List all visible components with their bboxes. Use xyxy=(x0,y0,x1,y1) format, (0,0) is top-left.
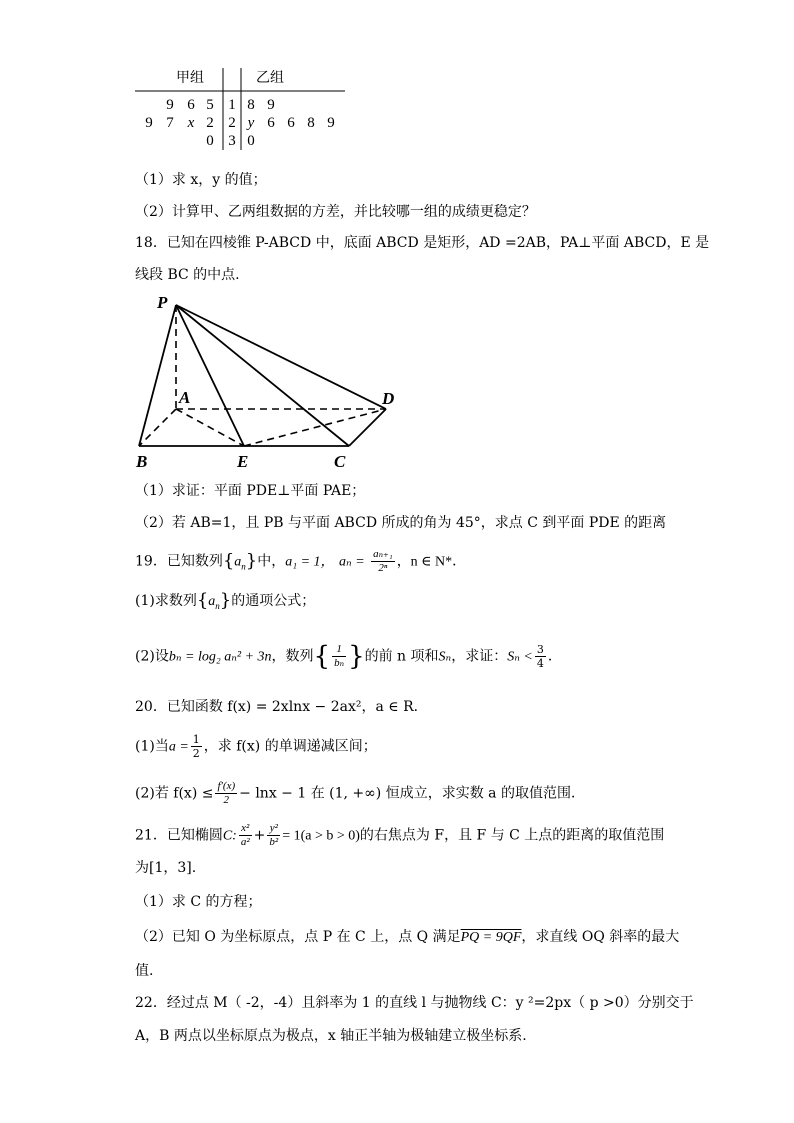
q19-p2-frac-num: 1 xyxy=(336,643,342,655)
q21-part1: （1）求 C 的方程； xyxy=(135,894,262,910)
leaf: 8 xyxy=(307,115,315,131)
q18-part1: （1）求证：平面 PDE⊥平面 PAE； xyxy=(135,483,366,499)
left-group-header: 甲组 xyxy=(176,70,204,86)
q21-stem: 21．已知椭圆C: $\frac{\text{x²}}{\text{a²}}$ + $\frac{\text{y²}}{\text{b²}}$ = 1(a > b > 0)的右焦点为 F，且 F 与 C 上点的距离的取值范围 xyxy=(135,822,665,848)
q21-vec-eq: PQ = 9QF xyxy=(460,930,522,945)
q19-p2-mid: ，数列 xyxy=(271,648,314,665)
pyramid-figure xyxy=(0,0,794,480)
q20-p1-frac-num: 1 xyxy=(192,733,200,746)
stem: 2 xyxy=(228,115,236,131)
leaf: 6 xyxy=(287,115,295,131)
leaf: 6 xyxy=(187,97,195,113)
q22-stem-line1: 22．经过点 M（ -2，-4）且斜率为 1 的直线 l 与抛物线 C：y ²=2px（ p >0）分别交于 xyxy=(135,995,694,1011)
q19-bn-def: bₙ = log₂ aₙ² + 3n xyxy=(168,649,272,665)
q21-part2-line2: 值. xyxy=(135,963,154,979)
q21-eq-tail: = 1(a > b > 0) xyxy=(282,828,360,844)
q19-tail: ，n ∈ N*． xyxy=(396,554,467,570)
q19-mid: 中， xyxy=(257,553,286,570)
q21-p2-prefix: （2）已知 O 为坐标原点，点 P 在 C 上，点 Q 满足 xyxy=(135,929,461,945)
q19-seq: a xyxy=(234,554,242,570)
leaf: 5 xyxy=(206,97,214,113)
q21-prefix: 21．已知椭圆 xyxy=(135,827,223,844)
leaf: 9 xyxy=(145,115,153,131)
q19-p2-frac-den: bₙ xyxy=(334,657,345,669)
q19-p2-end: ． xyxy=(547,648,562,665)
q18-part2: （2）若 AB=1，且 PB 与平面 ABCD 所成的角为 45°，求点 C 到平面 PDE 的距离 xyxy=(135,515,667,531)
leaf: 0 xyxy=(206,133,214,149)
q17-part2: （2）计算甲、乙两组数据的方差，并比较哪一组的成绩更稳定？ xyxy=(135,204,536,220)
leaf: x xyxy=(187,115,195,131)
q19-frac-num: aₙ₊₁ xyxy=(373,548,393,560)
q19-stem: 19．已知数列$\{a_n\}$中，a₁ = 1， aₙ = $\frac{\text{aₙ₊₁}}{\text{2ⁿ}}$ ，n ∈ N*． xyxy=(135,548,467,574)
q19-a1: a₁ = 1， xyxy=(285,554,335,570)
label-b: B xyxy=(136,452,148,471)
stem: 1 xyxy=(228,97,236,113)
leaf: 8 xyxy=(247,97,255,113)
leaf: 9 xyxy=(267,97,275,113)
q20-p2-frac-den: 2 xyxy=(215,793,237,807)
stem: 3 xyxy=(228,133,236,149)
q19-p2-frac2-num: 3 xyxy=(536,643,544,656)
q18-stem-line2: 线段 BC 的中点. xyxy=(135,267,240,283)
q21-x-den: a² xyxy=(240,836,250,848)
q20-stem: 20．已知函数 f(x) = 2xlnx − 2ax²，a ∈ R． xyxy=(135,699,428,715)
q19-part2: (2)设bₙ = log₂ aₙ² + 3n，数列{ $\frac{1}{\text{bₙ}}$ }的前 n 项和Sₙ，求证：Sₙ < $\frac{3}{4}$ ． xyxy=(135,641,562,672)
q21-p2-tail: ，求直线 OQ 斜率的最大 xyxy=(521,929,680,945)
q18-stem-line1: 18．已知在四棱锥 P-ABCD 中，底面 ABCD 是矩形，AD =2AB，PA⊥平面 ABCD，E 是 xyxy=(135,235,710,251)
q19-prefix: 19．已知数列 xyxy=(135,553,223,570)
label-p: P xyxy=(157,293,168,312)
leaf: 7 xyxy=(166,115,174,131)
q19-sn-lt: Sₙ < xyxy=(507,649,533,665)
leaf: 9 xyxy=(327,115,335,131)
q20-p2-prefix: (2)若 f(x) ≤ xyxy=(135,785,214,802)
q21-x-num: x² xyxy=(241,822,250,834)
q20-p1-tail: ，求 f(x) 的单调递减区间； xyxy=(203,738,377,755)
label-a: A xyxy=(179,388,191,407)
q19-frac-den: 2ⁿ xyxy=(371,561,395,575)
q20-part1 xyxy=(135,733,377,760)
q20-part2 xyxy=(135,780,585,807)
q17-part1: （1）求 x，y 的值； xyxy=(135,172,267,188)
q22-stem-line2: A，B 两点以坐标原点为极点，x 轴正半轴为极轴建立极坐标系. xyxy=(135,1028,527,1044)
label-e: E xyxy=(237,452,249,471)
q19-sn: Sₙ xyxy=(438,649,452,665)
q21-part2 xyxy=(135,927,679,948)
q19-p1-tail: 的通项公式； xyxy=(231,593,316,609)
q21-stem-line2: 为[1，3]. xyxy=(135,860,197,876)
leaf: 6 xyxy=(267,115,275,131)
q20-p1-prefix: (1)当 xyxy=(135,738,169,755)
q19-an: aₙ = xyxy=(339,554,365,570)
q21-tail: 的右焦点为 F，且 F 与 C 上点的距离的取值范围 xyxy=(359,827,665,844)
label-d: D xyxy=(382,389,395,408)
q21-y-den: b² xyxy=(269,836,279,848)
q20-p2-frac-num: f′(x) xyxy=(217,780,236,792)
leaf: 2 xyxy=(206,115,214,131)
leaf: 0 xyxy=(247,133,255,149)
q19-p1-prefix: (1)求数列 xyxy=(135,593,197,609)
leaf: y xyxy=(247,115,255,131)
leaf: 9 xyxy=(166,97,174,113)
q19-p2-frac2-den: 4 xyxy=(536,657,544,670)
label-c: C xyxy=(334,452,346,471)
q21-c: C: xyxy=(222,828,237,844)
q19-p2-mid2: 的前 n 项和 xyxy=(364,648,439,665)
q20-p1-a: a = xyxy=(168,739,189,755)
q20-p2-tail: − lnx − 1 在 (1, +∞) 恒成立，求实数 a 的取值范围． xyxy=(239,785,585,802)
q19-part1: (1)求数列$\{a_n\}$的通项公式； xyxy=(135,590,316,611)
q21-y-num: y² xyxy=(269,822,278,834)
q19-p2-prefix: (2)设 xyxy=(135,648,169,665)
q19-p2-mid3: ，求证： xyxy=(451,648,508,665)
right-group-header: 乙组 xyxy=(256,70,284,86)
q20-p1-frac-den: 2 xyxy=(192,747,200,760)
